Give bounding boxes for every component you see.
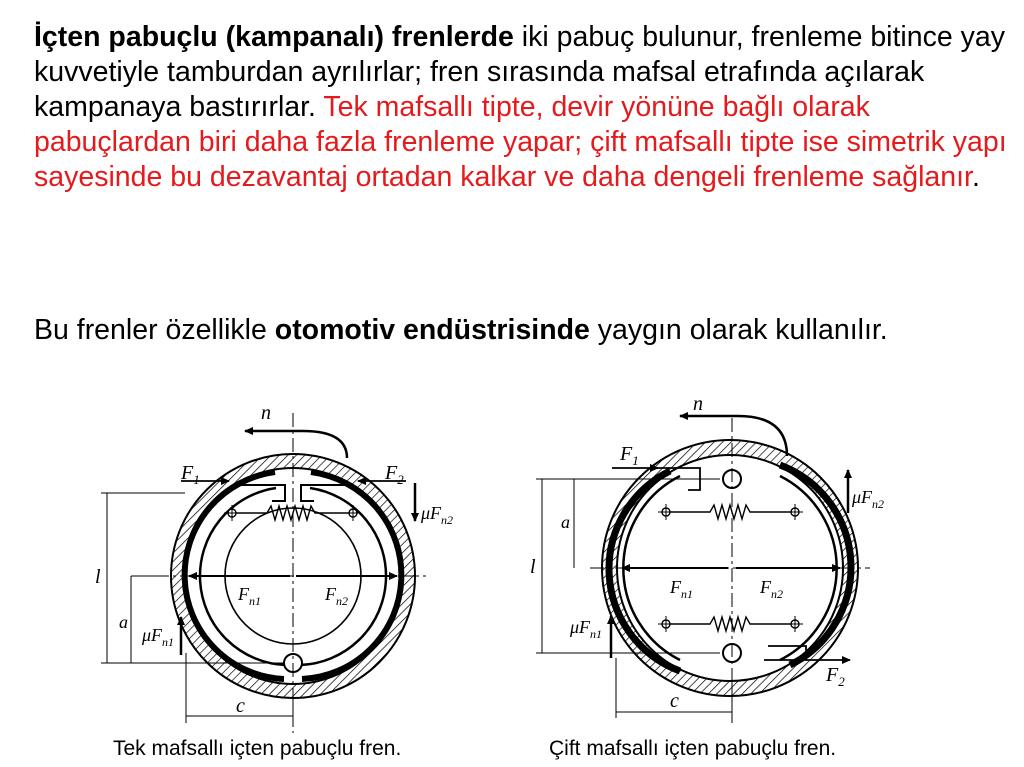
double-pivot-brake-diagram bbox=[530, 388, 915, 728]
label-fn2: $F_{n2}$ bbox=[325, 584, 348, 608]
normal-text: iki pabuç bulunur, frenleme bitince yay kuvvetiyle tamburdan ayrılırlar; fren sırasında mafsal etrafında açılarak kampanaya bastırırlar. bbox=[34, 21, 1005, 123]
paragraph-drum-brake-description bbox=[34, 20, 1009, 195]
label-f2: $F_2$ bbox=[826, 664, 845, 689]
dim-c-label: c bbox=[236, 695, 245, 717]
dim-c-label: c bbox=[670, 690, 679, 712]
paragraph-usage bbox=[34, 313, 1009, 348]
usage-bold-text: otomotiv endüstrisinde bbox=[274, 314, 590, 346]
dim-a-label: a bbox=[561, 512, 570, 532]
label-fn1: $F_{n1}$ bbox=[238, 584, 261, 608]
label-fn2: $F_{n2}$ bbox=[760, 577, 783, 601]
figure1-caption: Tek mafsallı içten pabuçlu fren. bbox=[113, 737, 402, 760]
label-f1: $F_1$ bbox=[181, 462, 200, 487]
label-n: n bbox=[693, 393, 703, 415]
label-n: n bbox=[261, 402, 271, 424]
figure2-caption: Çift mafsallı içten pabuçlu fren. bbox=[549, 737, 837, 760]
label-mu-fn2: $\mu F_{n2}$ bbox=[852, 487, 885, 511]
label-mu-fn1: $\mu F_{n1}$ bbox=[570, 617, 603, 641]
dim-a-label: a bbox=[119, 612, 128, 632]
bold-lead-text: İçten pabuçlu (kampanalı) frenlerde bbox=[34, 21, 514, 53]
label-f1: $F_1$ bbox=[620, 443, 639, 468]
usage-text-after: yaygın olarak kullanılır. bbox=[589, 314, 888, 346]
label-mu-fn1: $\mu F_{n1}$ bbox=[142, 625, 175, 649]
label-fn1: $F_{n1}$ bbox=[670, 577, 693, 601]
usage-text-before: Bu frenler özellikle bbox=[34, 314, 275, 346]
label-f2: $F_2$ bbox=[385, 462, 404, 487]
single-pivot-brake-diagram bbox=[95, 393, 480, 738]
end-period: . bbox=[971, 161, 980, 193]
highlighted-text: Tek mafsallı tipte, devir yönüne bağlı olarak pabuçlardan biri daha fazla frenleme yapar; çift mafsallı tipte ise simetrik yapı sayesinde bu dezavantaj ortadan kalkar ve daha dengeli frenleme sağlanır bbox=[34, 91, 1007, 193]
label-mu-fn2: $\mu F_{n2}$ bbox=[421, 503, 454, 527]
dim-l-label: l bbox=[95, 566, 101, 588]
dim-l-label: l bbox=[530, 556, 536, 578]
